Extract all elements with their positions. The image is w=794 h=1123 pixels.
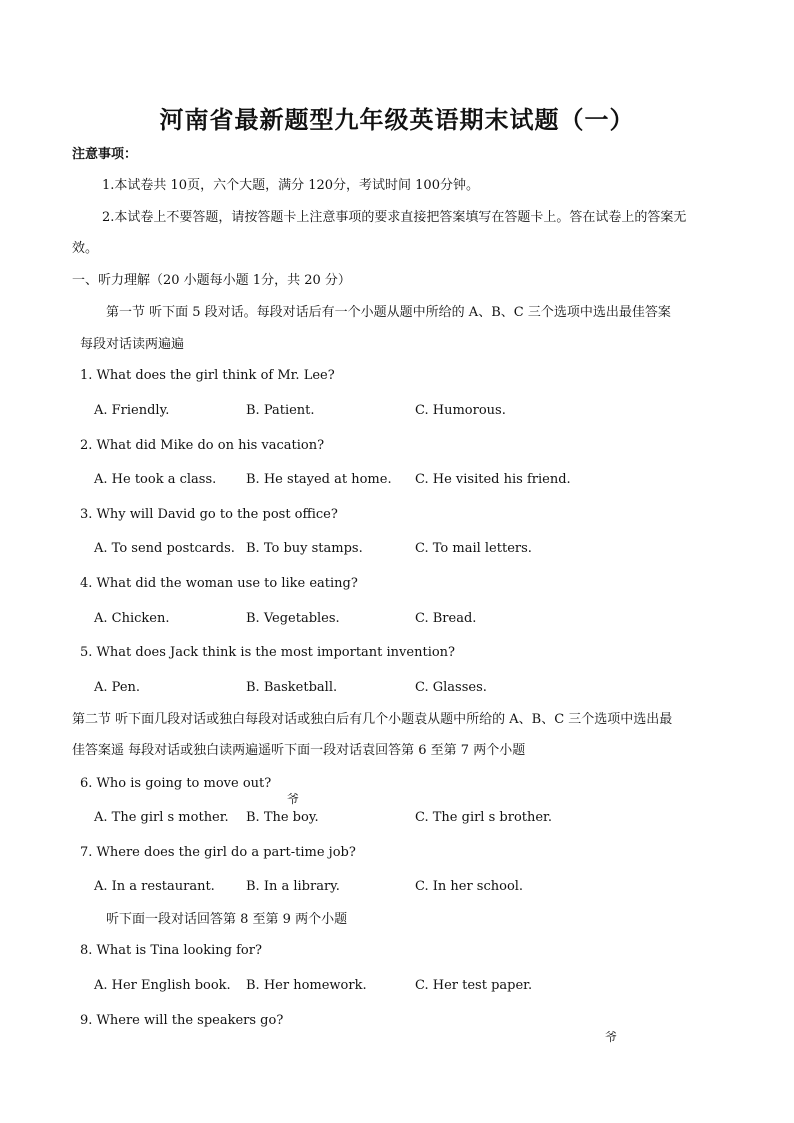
option-3c: C. To mail letters.: [415, 541, 532, 556]
question-3: 3. Why will David go to the post office?: [80, 507, 338, 522]
part2-instruction: 第二节 听下面几段对话或独白每段对话或独白后有几个小题袁从题中所给的 A、B、C 三个选项中选出最: [72, 712, 673, 727]
question-9: 9. Where will the speakers go?: [80, 1013, 284, 1028]
section1-heading: 一、听力理解（20 小题每小题 1分，共 20 分）: [72, 273, 351, 288]
part1-instruction-cont: 每段对话读两遍遍: [80, 337, 185, 352]
option-2c: C. He visited his friend.: [415, 472, 571, 487]
option-6b: B. The boy.: [246, 810, 319, 825]
option-8c: C. Her test paper.: [415, 978, 533, 993]
option-4a: A. Chicken.: [94, 611, 170, 626]
question-7: 7. Where does the girl do a part-time job?: [80, 845, 356, 860]
option-1a: A. Friendly.: [94, 403, 170, 418]
question-5: 5. What does Jack think is the most important invention?: [80, 645, 456, 660]
notice-item-2-cont: 效。: [72, 241, 99, 256]
page-title: 河南省最新题型九年级英语期末试题（一）: [159, 105, 635, 134]
notice-item-2: 2.本试卷上不要答题，请按答题卡上注意事项的要求直接把答案填写在答题卡上。答在试卷上的答案无: [102, 210, 687, 225]
option-5a: A. Pen.: [94, 680, 141, 695]
option-7c: C. In her school.: [415, 879, 524, 894]
option-5c: C. Glasses.: [415, 680, 487, 695]
option-7b: B. In a library.: [246, 879, 340, 894]
part1-instruction: 第一节 听下面 5 段对话。每段对话后有一个小题从题中所给的 A、B、C 三个选项中选出最佳答案: [106, 305, 671, 320]
question-8: 8. What is Tina looking for?: [80, 943, 262, 958]
notice-heading: 注意事项：: [72, 147, 138, 162]
option-8a: A. Her English book.: [94, 978, 231, 993]
option-3b: B. To buy stamps.: [246, 541, 363, 556]
stray-mark: 爷: [605, 1030, 618, 1044]
question-6: 6. Who is going to move out?: [80, 776, 272, 791]
option-6c: C. The girl s brother.: [415, 810, 552, 825]
notice-item-1: 1.本试卷共 10页，六个大题，满分 120分，考试时间 100分钟。: [102, 178, 479, 193]
option-6a: A. The girl s mother.: [94, 810, 229, 825]
sub-instruction: 听下面一段对话回答第 8 至第 9 两个小题: [106, 912, 348, 927]
question-4: 4. What did the woman use to like eating?: [80, 576, 358, 591]
option-8b: B. Her homework.: [246, 978, 367, 993]
option-4b: B. Vegetables.: [246, 611, 340, 626]
option-4c: C. Bread.: [415, 611, 477, 626]
option-2b: B. He stayed at home.: [246, 472, 392, 487]
option-5b: B. Basketball.: [246, 680, 338, 695]
option-1c: C. Humorous.: [415, 403, 506, 418]
option-2a: A. He took a class.: [94, 472, 217, 487]
option-7a: A. In a restaurant.: [94, 879, 215, 894]
option-3a: A. To send postcards.: [94, 541, 235, 556]
question-1: 1. What does the girl think of Mr. Lee?: [80, 368, 335, 383]
stray-mark: 爷: [287, 792, 300, 806]
question-2: 2. What did Mike do on his vacation?: [80, 438, 325, 453]
option-1b: B. Patient.: [246, 403, 315, 418]
part2-instruction-cont: 佳答案遥 每段对话或独白读两遍遥听下面一段对话袁回答第 6 至第 7 两个小题: [72, 743, 526, 758]
